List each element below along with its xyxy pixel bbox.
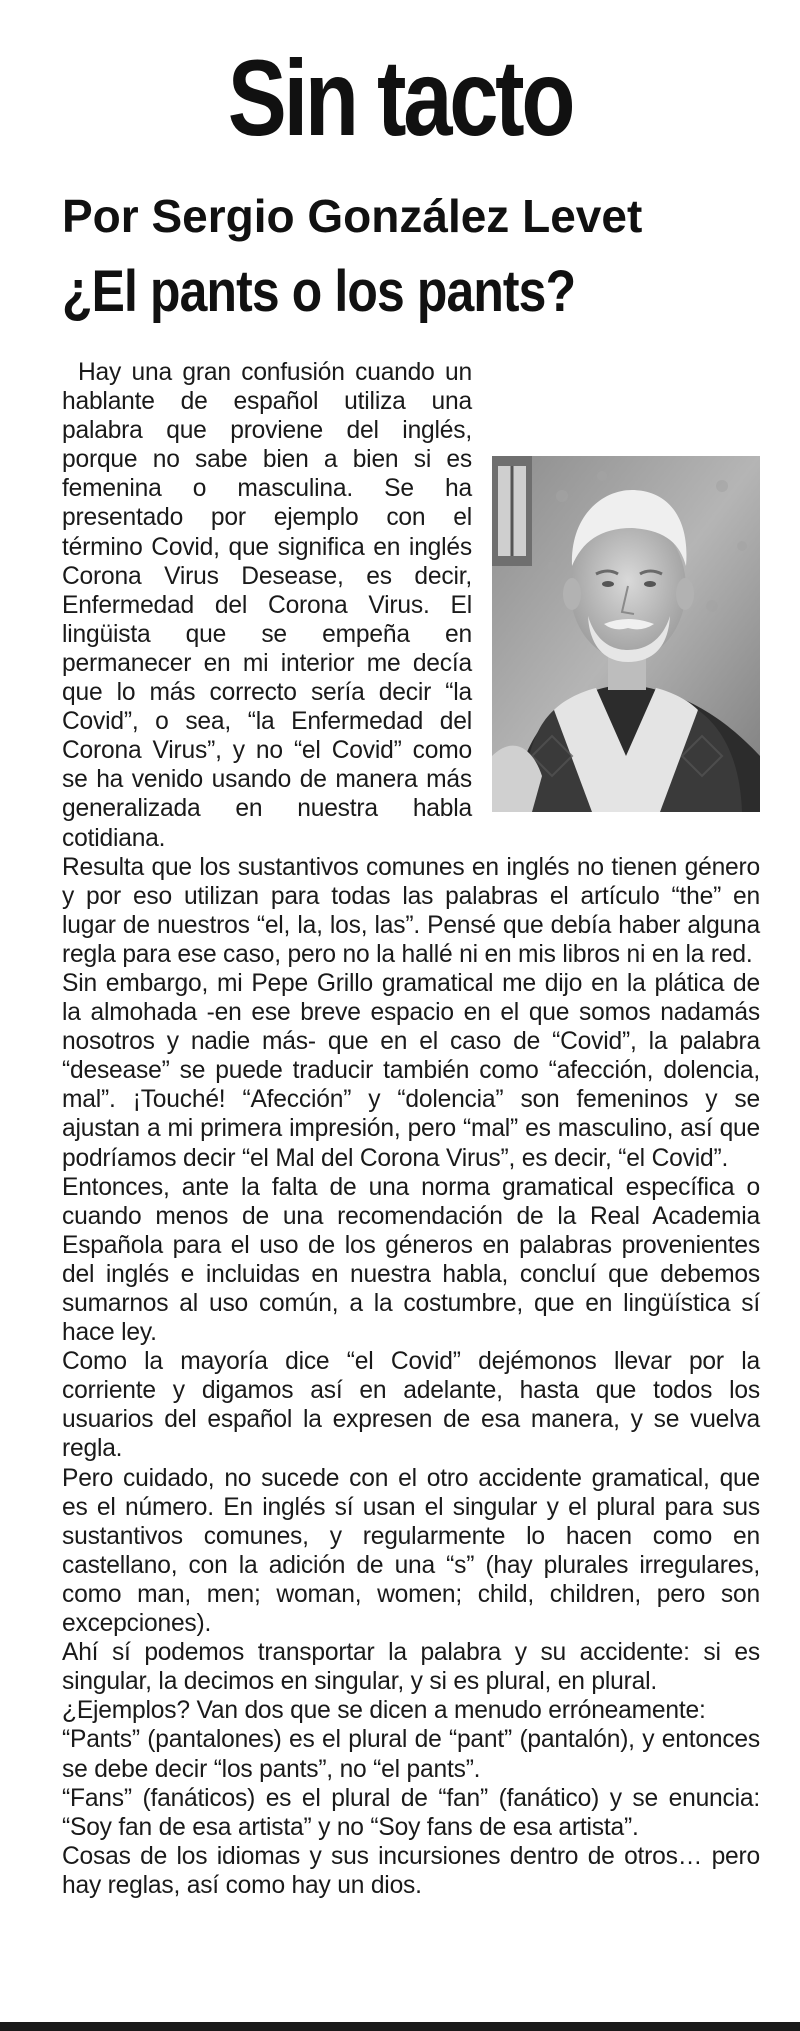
paragraph: Resulta que los sustantivos comunes en inglés no tienen género y por eso utilizan para todas las palabras el artículo “the” en lugar de nuestros “el, la, los, las”. Pensé que debía haber alguna regla para ese caso, pero no la hallé ni en mis libros ni en la red.	[62, 853, 760, 968]
paragraph: Hay una gran confusión cuando un hablante de español utiliza una palabra que proviene del inglés, porque no sabe bien a bien si es femenina o masculina. Se ha presentado por ejemplo con el término Covid, que significa en inglés Corona Virus Desease, es decir, Enfermedad del Corona Virus. El lingüista que se empeña en permanecer en mi interior me decía que lo más correcto sería decir “la Covid”, o sea, “la Enfermedad del Corona Virus”, y no “el Covid” como se ha venido usando de manera más generalizada en nuestra habla cotidiana.	[62, 359, 472, 852]
paragraph: Sin embargo, mi Pepe Grillo gramatical me dijo en la plática de la almohada -en ese breve espacio en el que somos nadamás nosotros y nadie más- que en el caso de “Covid”, la palabra “desease” se puede traducir también como “afección, dolencia, mal”. ¡Touché! “Afección” y “dolencia” son femeninos y se ajustan a mi primera impresión, pero “mal” es masculino, así que podríamos decir “el Mal del Corona Virus”, es decir, “el Covid”.	[62, 969, 760, 1172]
article-headline: ¿El pants o los pants?	[62, 259, 576, 324]
paragraph: Cosas de los idiomas y sus incursiones dentro de otros… pero hay reglas, así como hay un dios.	[62, 1842, 760, 1899]
paragraph: Ahí sí podemos transportar la palabra y su accidente: si es singular, la decimos en singular, y si es plural, en plural.	[62, 1639, 760, 1696]
author-byline: Por Sergio González Levet	[62, 190, 643, 242]
author-portrait-icon	[492, 456, 760, 812]
paragraph: “Pants” (pantalones) es el plural de “pant” (pantalón), y entonces se debe decir “los pants”, no “el pants”.	[62, 1726, 760, 1783]
paragraph: Entonces, ante la falta de una norma gramatical específica o cuando menos de una recomendación de la Real Academia Española para el uso de los géneros en palabras provenientes del inglés e incluidas en nuestra habla, concluí que debemos sumarnos al uso común, a la costumbre, que en lingüística sí hace ley.	[62, 1173, 760, 1347]
paragraph: ¿Ejemplos? Van dos que se dicen a menudo erróneamente:	[62, 1697, 706, 1725]
top-edge-marks	[0, 0, 800, 8]
paragraph: Como la mayoría dice “el Covid” dejémonos llevar por la corriente y digamos así en adelante, hasta que todos los usuarios del español la expresen de esa manera, y se vuelva regla.	[62, 1348, 760, 1463]
bottom-rule	[0, 2022, 800, 2031]
column-title: Sin tacto	[227, 37, 573, 158]
article-body	[62, 358, 760, 1900]
paragraph: Pero cuidado, no sucede con el otro accidente gramatical, que es el número. En inglés sí usan el singular y el plural para sus sustantivos comunes, y regularmente lo hacen como en castellano, con la adición de una “s” (hay plurales irregulares, como man, men; woman, women; child, children, pero son excepciones).	[62, 1464, 760, 1638]
paragraph: “Fans” (fanáticos) es el plural de “fan” (fanático) y se enuncia: “Soy fan de esa artista” y no “Soy fans de esa artista”.	[62, 1784, 760, 1841]
